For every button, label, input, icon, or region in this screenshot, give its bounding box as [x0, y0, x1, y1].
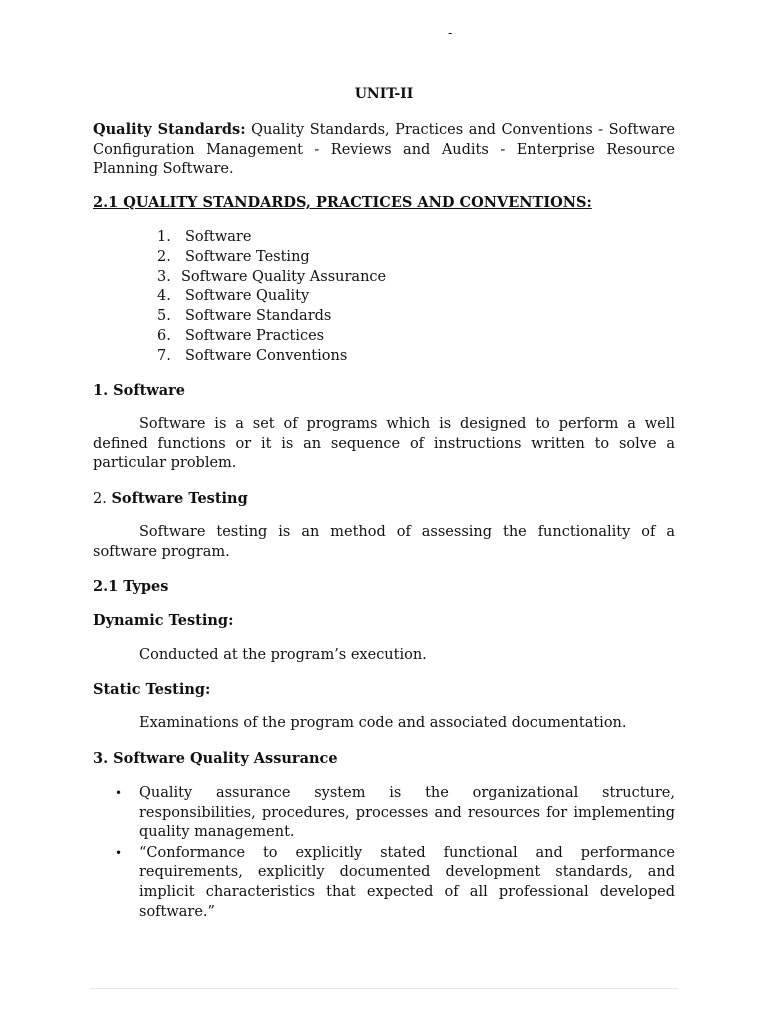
list-item: 1. Software	[157, 229, 252, 245]
list-item: • Quality assurance system is the organizational structure, responsibilities, procedures, processes and resources for implementing quality management.	[115, 785, 675, 841]
static-testing-heading: Static Testing:	[93, 681, 211, 698]
header-dash: -	[448, 26, 453, 41]
sqa-bullet-list	[115, 784, 675, 923]
intro-paragraph	[93, 120, 675, 180]
footer-divider	[90, 988, 678, 989]
dynamic-testing-heading: Dynamic Testing:	[93, 612, 234, 629]
bullet-icon: •	[115, 845, 123, 860]
section-heading: 2.1 QUALITY STANDARDS, PRACTICES AND CONVENTIONS:	[93, 194, 592, 211]
sqa-heading: 3. Software Quality Assurance	[93, 750, 338, 767]
software-heading: 1. Software	[93, 382, 186, 399]
list-item: 3. Software Quality Assurance	[157, 268, 387, 285]
static-testing-body: Examinations of the program code and associated documentation.	[139, 715, 627, 731]
list-item: • “Conformance to explicitly stated functional and performance requirements, explicitly documented development standards, and implicit characteristics that expected of all professional developed software.”	[115, 844, 675, 920]
intro-label: Quality Standards:	[93, 121, 246, 138]
list-item: 2. Software Testing	[157, 248, 310, 265]
list-item: 7. Software Conventions	[157, 347, 348, 364]
software-testing-body: Software testing is an method of assessing the functionality of a software program.	[93, 524, 675, 560]
list-item: 4. Software Quality	[157, 288, 310, 305]
software-testing-heading: 2. Software Testing	[93, 490, 248, 507]
topic-list	[157, 228, 386, 367]
software-body: Software is a set of programs which is designed to perform a well defined functions or it is an sequence of instructions written to solve a particular problem.	[93, 416, 675, 472]
bullet-icon: •	[115, 786, 123, 800]
list-item: 5. Software Standards	[157, 308, 332, 325]
list-item: 6. Software Practices	[157, 327, 325, 344]
intro-text: Quality Standards, Practices and Conventions - Software Configuration Management - Reviews and Audits - Enterprise Resource Planning Software.	[93, 122, 675, 178]
types-heading: 2.1 Types	[93, 578, 169, 595]
unit-title: UNIT-II	[354, 86, 414, 102]
dynamic-testing-body: Conducted at the program’s execution.	[139, 647, 427, 663]
